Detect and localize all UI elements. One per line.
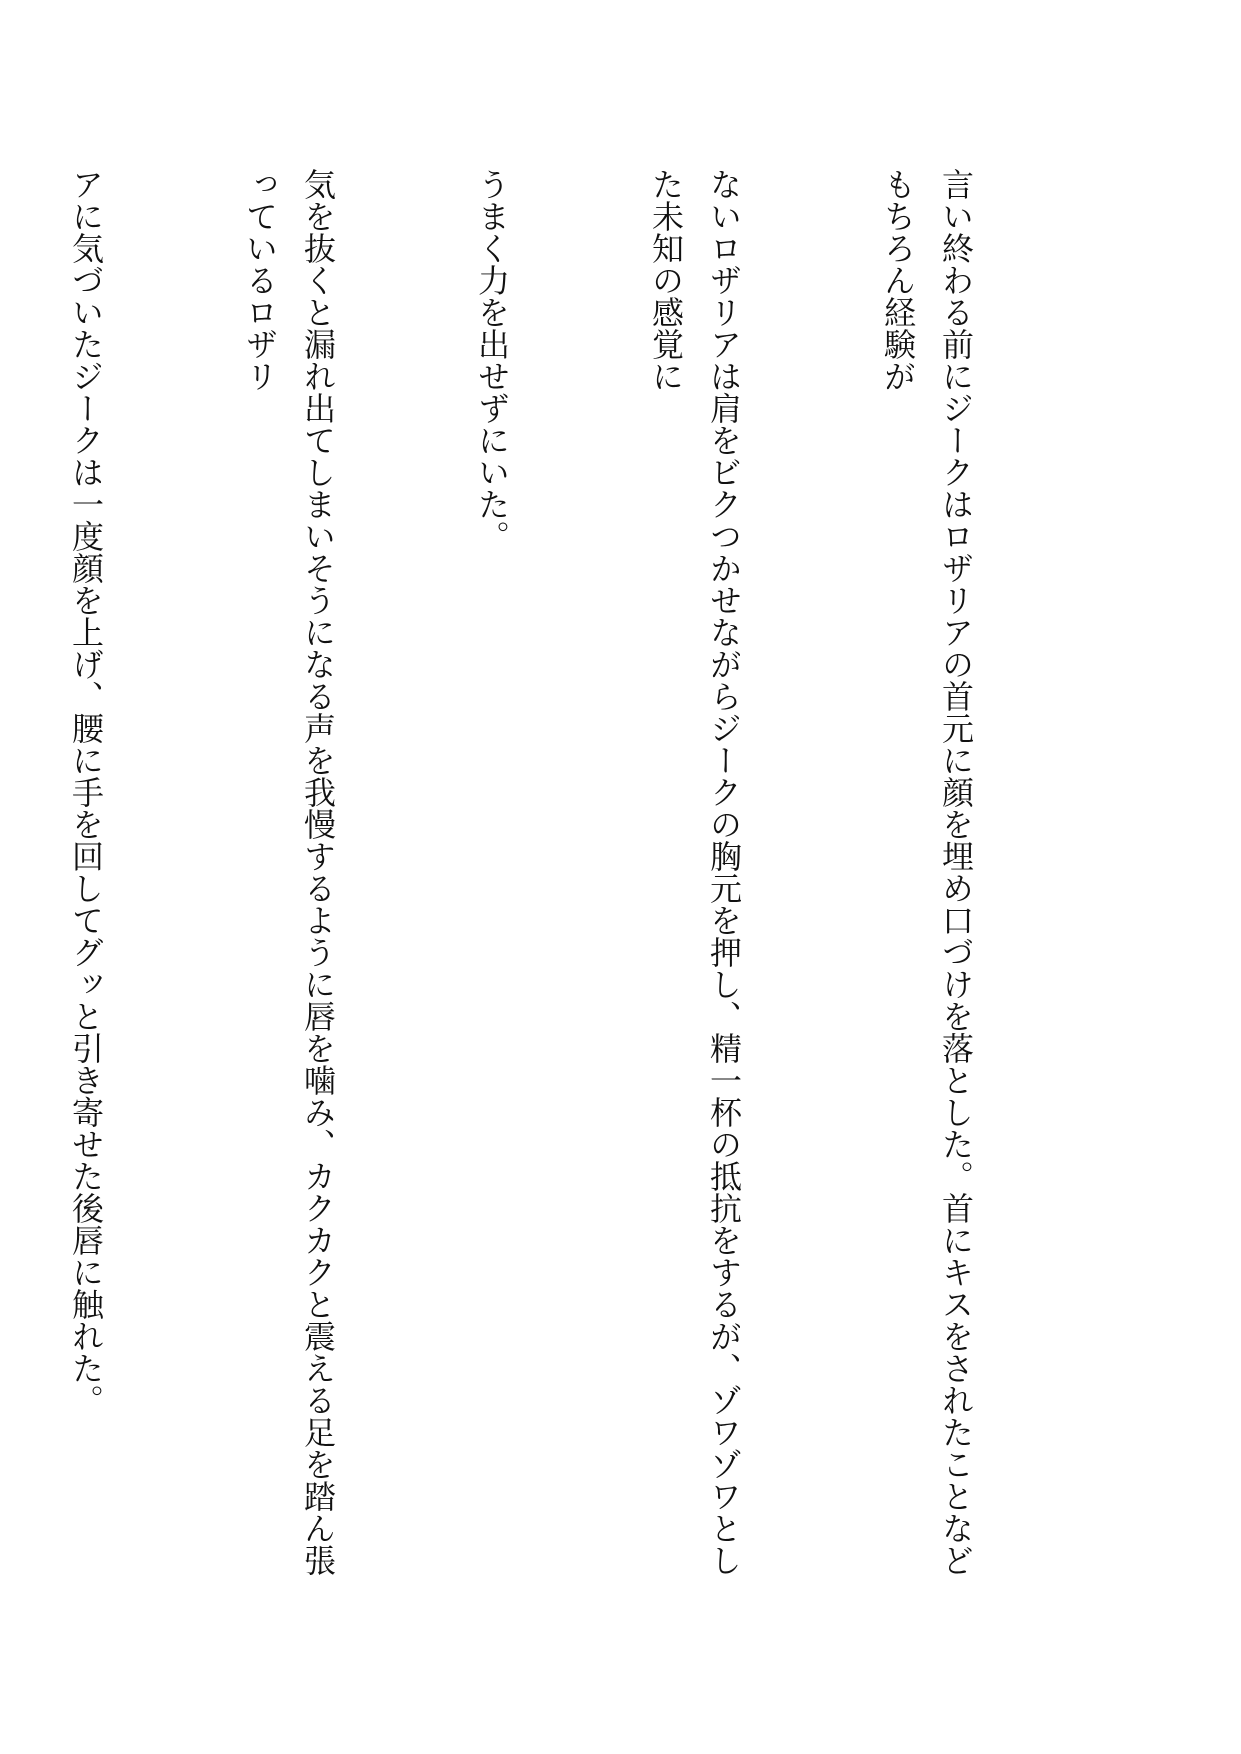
vertical-body-text bbox=[0, 168, 1101, 1598]
text-line: 気を抜くと漏れ出てしまいそうになる声を我慢するように唇を噛み、カクカクと震える足を踏ん張っているロザリ bbox=[241, 168, 337, 1576]
text-line: うまく力を出せずにいた。 bbox=[473, 168, 511, 552]
text-line: 言い終わる前にジークはロザリアの首元に顔を埋め口づけを落とした。首にキスをされたことなどもちろん経験が bbox=[879, 168, 975, 1576]
text-line: アに気づいたジークは一度顔を上げ、腰に手を回してグッと引き寄せた後唇に触れた。 bbox=[67, 168, 105, 1416]
text-line: ないロザリアは肩をビクつかせながらジークの胸元を押し、精一杯の抵抗をするが、ゾワゾワとした未知の感覚に bbox=[647, 168, 743, 1576]
